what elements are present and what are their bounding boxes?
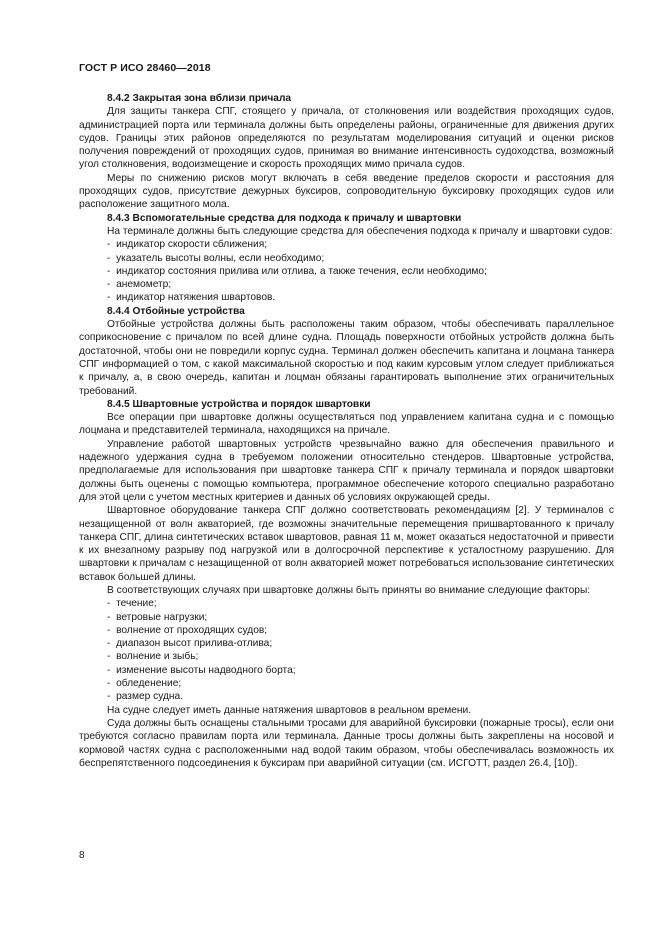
list-item: - волнение и зыбь; bbox=[107, 650, 614, 663]
section-heading-8-4-5: 8.4.5 Швартовные устройства и порядок швартовки bbox=[107, 398, 371, 410]
list-item: - размер судна. bbox=[107, 690, 614, 703]
paragraph: Все операции при швартовке должны осуществляться под управлением капитана судна и с помощью лоцмана и представителей терминала, находящихся на причале. bbox=[79, 412, 614, 437]
list-item: - указатель высоты волны, если необходимо; bbox=[107, 252, 614, 265]
paragraph: На судне следует иметь данные натяжения швартовов в реальном времени. bbox=[107, 704, 472, 716]
document-body bbox=[79, 92, 614, 770]
section-heading-8-4-2: 8.4.2 Закрытая зона вблизи причала bbox=[107, 93, 292, 104]
paragraph: Отбойные устройства должны быть расположены таким образом, чтобы обеспечивать параллельное соприкосновение с причалом по всей длине судна. Площадь поверхности отбойных устройств должна быть достаточной, чтобы они не повредили корпус судна. Терминал должен обеспечить капитана и лоцмана танкера СПГ информацией о том, с какой максимальной скоростью и под каким курсовым углом следует приближаться к причалу, а, в свою очередь, капитан и лоцман обязаны гарантировать выполнение этих ограничительных требований. bbox=[79, 319, 614, 397]
list-item: - изменение высоты надводного борта; bbox=[107, 664, 614, 677]
list-item: - обледенение; bbox=[107, 677, 614, 690]
paragraph: Суда должны быть оснащены стальными тросами для аварийной буксировки (пожарные тросы), если они требуются согласно правилам порта или терминала. Данные тросы должны быть закреплены на носовой и кормовой частях судна с расположенными над водой таким образом, чтобы обеспечивалась возможность их беспрепятственного подсоединения к буксирам при аварийной ситуации (см. ИСГОТТ, раздел 26.4, [10]). bbox=[79, 717, 614, 769]
list-item: - индикатор состояния прилива или отлива, а также течения, если необходимо; bbox=[107, 265, 614, 278]
paragraph: Меры по снижению рисков могут включать в себя введение пределов скорости и расстояния для проходящих судов, присутствие дежурных буксиров, сопроводительную буксировку проходящих судов или расположение защитного мола. bbox=[79, 172, 614, 211]
equipment-list bbox=[79, 238, 614, 304]
list-item: - анемометр; bbox=[107, 278, 614, 291]
paragraph: В соответствующих случаях при швартовке должны быть приняты во внимание следующие факторы: bbox=[107, 584, 591, 596]
list-item: - диапазон высот прилива-отлива; bbox=[107, 637, 614, 650]
paragraph: На терминале должны быть следующие средства для обеспечения подхода к причалу и швартовки судов: bbox=[107, 225, 613, 237]
paragraph: Швартовное оборудование танкера СПГ должно соответствовать рекомендациям [2]. У терминалов с незащищенной от волн акваторией, где возможны значительные перемещения пришвартованного к причалу танкера СПГ, длина синтетических вставок швартовов, равная 11 м, может оказаться недостаточной и привести к их внезапному разрыву под нагрузкой или в долгосрочной перспективе к усталостному разрушению. Для швартовки к причалам с незащищенной от волн акваторией может потребоваться использование синтетических вставок большей длины. bbox=[79, 505, 614, 583]
document-header: ГОСТ Р ИСО 28460—2018 bbox=[79, 62, 211, 74]
list-item: - волнение от проходящих судов; bbox=[107, 624, 614, 637]
paragraph: Управление работой швартовных устройств чрезвычайно важно для обеспечения правильного и надежного удержания судна в требуемом положении относительно стендеров. Швартовные устройства, предполагаемые для использования при швартовке танкера СПГ к причалу терминала и порядок швартовки должны быть оценены с помощью компьютера, программное обеспечение которого специально разработано для этой цели с учетом местных критериев и данных об условиях окружающей среды. bbox=[79, 438, 614, 503]
list-item: - индикатор скорости сближения; bbox=[107, 238, 614, 251]
factors-list bbox=[79, 597, 614, 703]
list-item: - индикатор натяжения швартовов. bbox=[107, 291, 614, 304]
section-heading-8-4-3: 8.4.3 Вспомогательные средства для подхода к причалу и швартовки bbox=[107, 212, 462, 224]
section-heading-8-4-4: 8.4.4 Отбойные устройства bbox=[107, 305, 245, 317]
page-number: 8 bbox=[79, 850, 85, 861]
list-item: - течение; bbox=[107, 597, 614, 610]
paragraph: Для защиты танкера СПГ, стоящего у причала, от столкновения или воздействия проходящих судов, администрацией порта или терминала должны быть определены районы, ограниченные для движения других судов. Границы этих районов определяются по результатам моделирования ситуаций и оценки рисков получения повреждений от проходящих судов, принимая во внимание интенсивность судоходства, возможный угол столкновения, водоизмещение и скорость проходящих мимо причала судов. bbox=[79, 106, 614, 171]
list-item: - ветровые нагрузки; bbox=[107, 611, 614, 624]
